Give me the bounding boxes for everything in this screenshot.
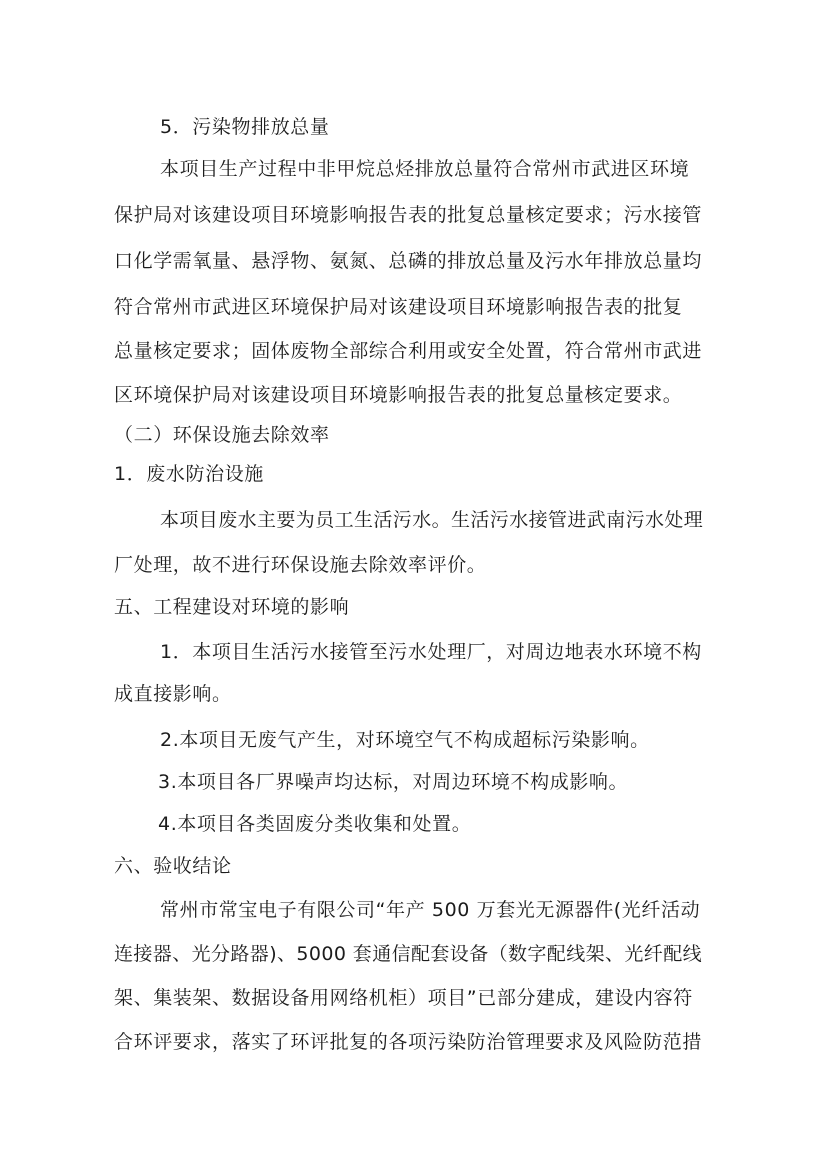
text-line: 2.本项目无废气产生，对环境空气不构成超标污染影响。 xyxy=(160,729,650,751)
text-line: 区环境保护局对该建设项目环境影响报告表的批复总量核定要求。 xyxy=(114,384,683,406)
text-line: 合环评要求，落实了环评批复的各项污染防治管理要求及风险防范措 xyxy=(114,1031,703,1053)
section-heading: 五、工程建设对环境的影响 xyxy=(114,596,350,618)
text-line: 3.本项目各厂界噪声均达标，对周边环境不构成影响。 xyxy=(158,771,629,793)
text-line: 成直接影响。 xyxy=(114,683,232,705)
text-line: 本项目废水主要为员工生活污水。生活污水接管进武南污水处理 xyxy=(160,509,704,531)
text-line: 1．本项目生活污水接管至污水处理厂，对周边地表水环境不构 xyxy=(160,641,702,663)
section-heading: （二）环保设施去除效率 xyxy=(114,424,330,446)
text-line: 常州市常宝电子有限公司“年产 500 万套光无源器件(光纤活动 xyxy=(160,899,701,921)
section-heading: 六、验收结论 xyxy=(114,855,232,877)
text-line: 4.本项目各类固废分类收集和处置。 xyxy=(158,813,472,835)
subsection-heading: 1．废水防治设施 xyxy=(114,463,264,485)
text-line: 连接器、光分路器)、5000 套通信配套设备（数字配线架、光纤配线 xyxy=(114,943,703,965)
text-line: 厂处理，故不进行环保设施去除效率评价。 xyxy=(114,554,487,576)
text-line: 本项目生产过程中非甲烷总烃排放总量符合常州市武进区环境 xyxy=(160,158,690,180)
text-line: 架、集装架、数据设备用网络机柜）项目”已部分建成，建设内容符 xyxy=(114,987,693,1009)
text-line: 总量核定要求；固体废物全部综合利用或安全处置，符合常州市武进 xyxy=(114,340,703,362)
text-line: 5．污染物排放总量 xyxy=(160,116,330,138)
text-line: 口化学需氧量、悬浮物、氨氮、总磷的排放总量及污水年排放总量均 xyxy=(114,250,703,272)
text-line: 符合常州市武进区环境保护局对该建设项目环境影响报告表的批复 xyxy=(114,296,683,318)
text-line: 保护局对该建设项目环境影响报告表的批复总量核定要求；污水接管 xyxy=(114,204,703,226)
